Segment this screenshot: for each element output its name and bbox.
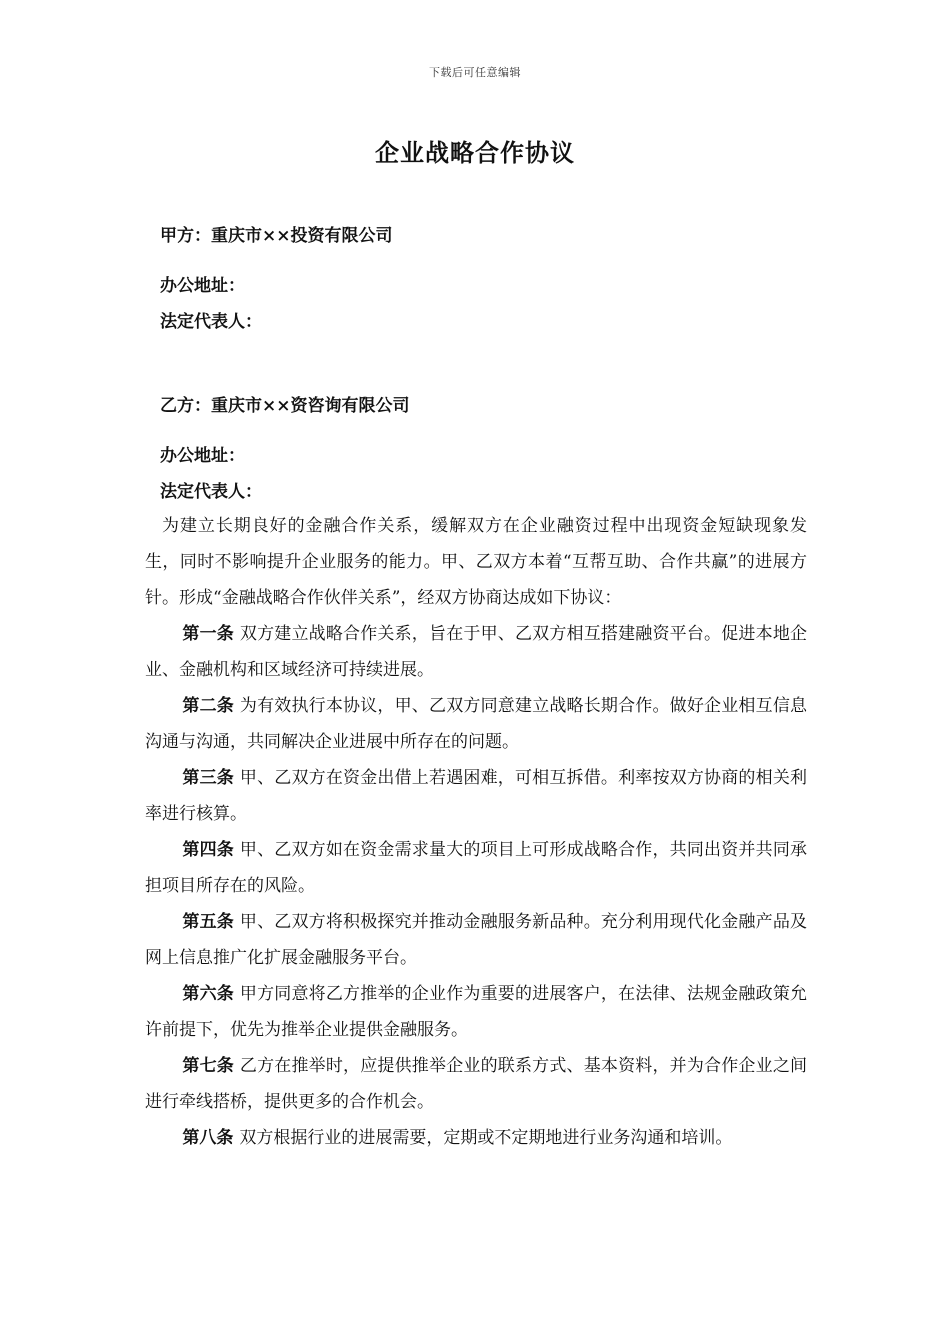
intro-paragraph: 为建立长期良好的金融合作关系，缓解双方在企业融资过程中出现资金短缺现象发生，同时不影响提升企业服务的能力。甲、乙双方本着“互帮互助、合作共赢”的进展方针。形成“金融战略合作伙伴关系”，经双方协商达成如下协议：	[145, 516, 807, 608]
article-label: 第八条	[182, 1128, 234, 1148]
article-6	[145, 976, 807, 1048]
party-b-rep-label: 法定代表人：	[160, 482, 262, 502]
article-text: 甲、乙双方如在资金需求量大的项目上可形成战略合作，共同出资并共同承担项目所存在的风险。	[145, 840, 808, 896]
article-text: 甲、乙双方将积极探究并推动金融服务新品种。充分利用现代化金融产品及网上信息推广化扩展金融服务平台。	[145, 912, 808, 968]
party-a-rep-label: 法定代表人：	[160, 312, 262, 332]
article-label: 第五条	[182, 912, 234, 932]
article-1	[145, 616, 807, 688]
party-b-name: 乙方：重庆市××资咨询有限公司	[160, 396, 410, 416]
article-4	[145, 832, 807, 904]
article-label: 第六条	[182, 984, 234, 1004]
document-title: 企业战略合作协议	[375, 138, 575, 167]
article-label: 第一条	[182, 624, 234, 644]
article-text: 乙方在推举时，应提供推举企业的联系方式、基本资料，并为合作企业之间进行牵线搭桥，提供更多的合作机会。	[145, 1056, 808, 1112]
article-text: 甲方同意将乙方推举的企业作为重要的进展客户，在法律、法规金融政策允许前提下，优先为推举企业提供金融服务。	[145, 984, 808, 1040]
article-label: 第四条	[182, 840, 234, 860]
article-text: 双方建立战略合作关系，旨在于甲、乙双方相互搭建融资平台。促进本地企业、金融机构和区域经济可持续进展。	[145, 624, 808, 680]
article-2	[145, 688, 807, 760]
article-label: 第七条	[182, 1056, 234, 1076]
article-5	[145, 904, 807, 976]
article-8	[145, 1120, 807, 1156]
party-b-address-label: 办公地址：	[160, 446, 245, 466]
party-a-name: 甲方：重庆市××投资有限公司	[160, 226, 393, 246]
party-a-address-label: 办公地址：	[160, 276, 245, 296]
article-3	[145, 760, 807, 832]
article-text: 为有效执行本协议，甲、乙双方同意建立战略长期合作。做好企业相互信息沟通与沟通，共同解决企业进展中所存在的问题。	[145, 696, 808, 752]
article-label: 第二条	[182, 696, 234, 716]
header-note: 下载后可任意编辑	[429, 66, 521, 79]
article-label: 第三条	[182, 768, 234, 788]
article-text: 双方根据行业的进展需要，定期或不定期地进行业务沟通和培训。	[239, 1128, 733, 1148]
article-text: 甲、乙双方在资金出借上若遇困难，可相互拆借。利率按双方协商的相关利率进行核算。	[145, 768, 808, 824]
article-7	[145, 1048, 807, 1120]
agreement-body	[145, 508, 807, 1156]
